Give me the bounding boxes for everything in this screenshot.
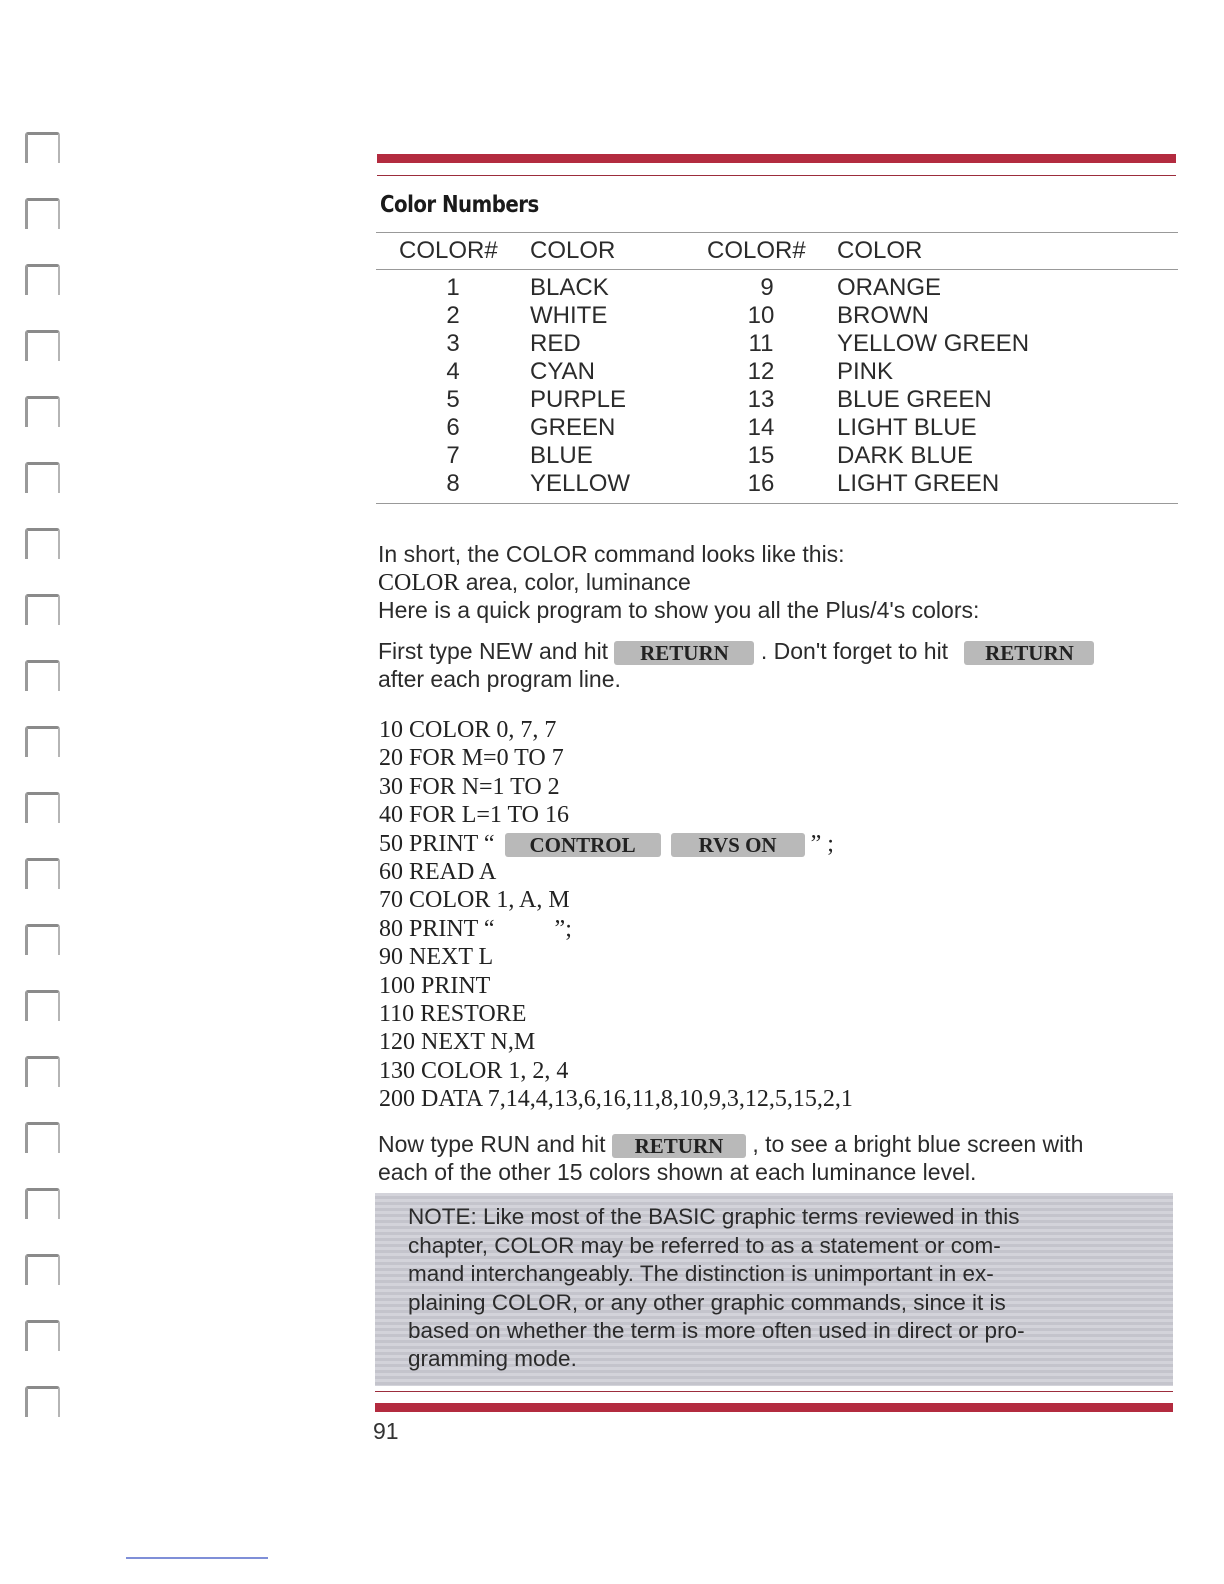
top-rule-thick (377, 154, 1176, 163)
color-name: YELLOW GREEN (837, 330, 1030, 357)
color-number: 13 (747, 386, 775, 413)
table-row (376, 358, 1178, 386)
code-line: 130 COLOR 1, 2, 4 (379, 1057, 569, 1084)
binder-hole (25, 660, 60, 691)
color-number: 15 (747, 442, 775, 469)
binder-hole (25, 1320, 60, 1351)
color-number: 7 (446, 442, 460, 469)
rvs-on-key: RVS ON (671, 833, 805, 857)
run-text: Now type RUN and hit (378, 1131, 606, 1157)
color-name: RED (530, 330, 581, 357)
code-line: 200 DATA 7,14,4,13,6,16,11,8,10,9,3,12,5,15,2,1 (379, 1086, 853, 1113)
binder-hole (25, 858, 60, 889)
code-text: 50 PRINT “ (379, 830, 495, 857)
binder-hole (25, 924, 60, 955)
color-number: 1 (446, 274, 460, 301)
color-name: BLACK (530, 274, 609, 301)
run-line: each of the other 15 colors shown at each luminance level. (378, 1159, 977, 1185)
color-name: CYAN (530, 358, 595, 385)
color-name: BLUE (530, 442, 593, 469)
binder-hole (25, 1122, 60, 1153)
color-number: 11 (748, 330, 774, 357)
table-body (376, 270, 1178, 503)
color-number: 4 (446, 358, 460, 385)
scan-edge-line (126, 1557, 268, 1559)
instruction-text: First type NEW and hit (378, 638, 609, 664)
binder-hole (25, 462, 60, 493)
bottom-rule-thin (375, 1391, 1173, 1392)
header-color-number: COLOR# (707, 237, 806, 264)
code-line (379, 830, 853, 858)
intro-line: Here is a quick program to show you all the Plus/4's colors: (378, 597, 980, 623)
color-name: YELLOW (530, 470, 631, 497)
syntax-args: area, color, luminance (459, 569, 691, 595)
header-color: COLOR (837, 237, 923, 264)
color-table (376, 232, 1178, 504)
binder-hole (25, 528, 60, 559)
color-number: 16 (747, 470, 775, 497)
note-line: based on whether the term is more often used in direct or pro- (408, 1318, 1025, 1343)
color-name: DARK BLUE (837, 442, 974, 469)
color-name: WHITE (530, 302, 608, 329)
section-title: Color Numbers (380, 192, 539, 218)
code-line: 10 COLOR 0, 7, 7 (379, 717, 557, 743)
color-name: GREEN (530, 414, 616, 441)
note-line: NOTE: Like most of the BASIC graphic terms reviewed in this (408, 1204, 1020, 1229)
table-row (376, 470, 1178, 498)
bottom-rule-thick (375, 1403, 1173, 1412)
syntax-line (378, 568, 691, 597)
color-name: PINK (837, 358, 894, 385)
code-line: 20 FOR M=0 TO 7 (379, 745, 564, 772)
binder-hole (25, 1056, 60, 1087)
binder-hole (25, 198, 60, 229)
instruction-text: . Don't forget to hit (760, 638, 949, 664)
color-number: 3 (446, 330, 460, 357)
table-row (376, 414, 1178, 442)
instruction-line (378, 637, 1094, 665)
table-row (376, 442, 1178, 470)
return-key: RETURN (964, 641, 1094, 665)
code-text: ” ; (810, 830, 834, 857)
page-number: 91 (373, 1418, 399, 1444)
code-line: 30 FOR N=1 TO 2 (379, 773, 560, 800)
color-name: ORANGE (837, 274, 942, 301)
run-text: , to see a bright blue screen with (752, 1131, 1084, 1157)
binder-hole (25, 990, 60, 1021)
code-line: 70 COLOR 1, A, M (379, 887, 570, 914)
return-key: RETURN (614, 641, 754, 665)
color-name: BLUE GREEN (837, 386, 992, 413)
binder-hole (25, 1188, 60, 1219)
color-name: BROWN (837, 302, 929, 329)
color-number: 9 (760, 274, 774, 301)
binder-hole (25, 726, 60, 757)
run-line (378, 1130, 1083, 1158)
table-row (376, 302, 1178, 330)
note-line: plaining COLOR, or any other graphic commands, since it is (408, 1290, 1006, 1315)
header-color-number: COLOR# (399, 237, 498, 264)
color-name: LIGHT GREEN (837, 470, 1000, 497)
note-box (375, 1193, 1173, 1386)
note-line: mand interchangeably. The distinction is unimportant in ex- (408, 1261, 994, 1286)
color-name: LIGHT BLUE (837, 414, 977, 441)
color-number: 8 (446, 470, 460, 497)
binder-hole (25, 1254, 60, 1285)
color-name: PURPLE (530, 386, 627, 413)
color-number: 14 (747, 414, 775, 441)
binder-hole (25, 264, 60, 295)
code-line: 120 NEXT N,M (379, 1029, 536, 1056)
code-line: 100 PRINT (379, 972, 491, 999)
code-line: 90 NEXT L (379, 944, 494, 971)
table-header (376, 233, 1178, 269)
binder-hole (25, 1386, 60, 1417)
code-line: 80 PRINT “ ”; (379, 915, 572, 942)
color-number: 5 (446, 386, 460, 413)
binder-hole (25, 594, 60, 625)
top-rule-thin (377, 175, 1176, 176)
code-line: 40 FOR L=1 TO 16 (379, 802, 570, 829)
header-color: COLOR (530, 237, 616, 264)
color-number: 6 (446, 414, 460, 441)
binder-hole (25, 396, 60, 427)
syntax-keyword: COLOR (378, 570, 460, 596)
code-line: 110 RESTORE (379, 1000, 527, 1027)
code-line: 60 READ A (379, 858, 497, 885)
note-line: chapter, COLOR may be referred to as a statement or com- (408, 1233, 1001, 1258)
table-row (376, 330, 1178, 358)
control-key: CONTROL (505, 833, 661, 857)
instruction-line: after each program line. (378, 666, 621, 692)
binder-hole (25, 132, 60, 163)
intro-line: In short, the COLOR command looks like this: (378, 541, 845, 567)
table-rule (376, 503, 1178, 504)
binder-hole (25, 330, 60, 361)
table-row (376, 274, 1178, 302)
color-number: 2 (446, 302, 460, 329)
table-row (376, 386, 1178, 414)
color-number: 10 (747, 302, 775, 329)
binder-hole (25, 792, 60, 823)
color-number: 12 (747, 358, 775, 385)
note-line: gramming mode. (408, 1346, 577, 1371)
return-key: RETURN (612, 1134, 746, 1158)
program-listing (379, 716, 853, 1113)
